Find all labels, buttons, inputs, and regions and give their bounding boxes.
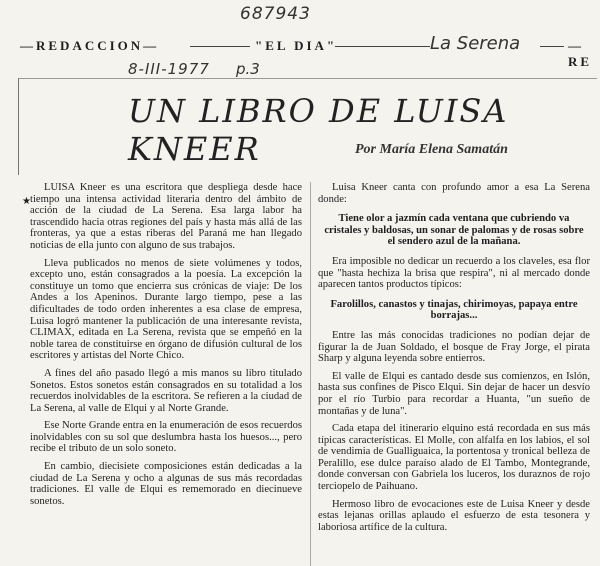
article-column-right [318, 182, 590, 539]
paragraph: Hermoso libro de evocaciones este de Luisa Kneer y desde estas lejanas orillas aplaudo el esfuerzo de esta tesonera y laboriosa artífice de la cultura. [318, 498, 590, 533]
column-divider [310, 182, 311, 566]
newspaper-name-handwritten: La Serena [430, 33, 521, 54]
paragraph: Ese Norte Grande entra en la enumeración de esos recuerdos inolvidables con su sol que deslumbra hasta los huesos..., pero recibe el tributo de un solo soneto. [30, 420, 302, 455]
article-title: UN LIBRO DE LUISA KNEER [128, 92, 509, 168]
article-column-left [30, 182, 302, 513]
page-number-handwritten: p.3 [236, 60, 260, 78]
paragraph: LUISA Kneer es una escritora que despliega desde hace tiempo una intensa actividad literaria dentro del ámbito de acción de la ciudad de La Serena. Esa larga labor ha trascendido hacia otras regiones del país y hasta más allá de las fronteras, ya que a estas riberas del Paraná me han llegado noticias de ella junto con alguno de sus trabajos. [30, 182, 302, 251]
paragraph: Luisa Kneer canta con profundo amor a esa La Serena donde: [318, 182, 590, 205]
poem-quote: Tiene olor a jazmín cada ventana que cubriendo va cristales y baldosas, un sonar de palomas y de rosas sobre el sendero azul de la mañana. [324, 213, 584, 248]
masthead-rule [335, 46, 430, 47]
date-handwritten: 8-III-1977 [128, 60, 210, 78]
paragraph: Entre las más conocidas tradiciones no podían dejar de figurar la de Juan Soldado, el bosque de Fray Jorge, el pirata Sharp y alguna leyenda sobre entierros. [318, 329, 590, 365]
paragraph: En cambio, diecisiete composiciones están dedicadas a la ciudad de La Serena y ocho a algunas de sus más recordadas tradiciones. El valle de Elqui es rememorado en diecinueve sonetos. [30, 461, 302, 507]
paragraph: Cada etapa del itinerario elquino está recordada en sus más típicas características. El Molle, con alfalfa en los labios, el sol de vendimia de Gualliguaica, la portentosa y tronical belleza de Peralillo, ese dulce paraíso alado de El Tambo, Montegrande, donde conversan con Gabriela los luceros, los duraznos de rojo terciopelo de Paihuano. [318, 423, 590, 493]
masthead-section: —REDACCION— [20, 38, 160, 53]
masthead-newspaper: "EL DIA" [255, 38, 338, 53]
paragraph: Lleva publicados no menos de siete volúmenes y todos, excepto uno, están consagrados a la poesía. La excepción la constituye un tomo que encierra sus crónicas de viaje: De los Andes a los Apeninos. Durante largo tiempo, pese a las dificultades de todo orden inherentes a esa clase de empresa, Luisa logró mantener la publicación de una interesante revista, CLIMAX, editada en La Serena, revista que se empeñó en la noble tarea de constituirse en órgano de difusión cultural de los escritores y artistas del Norte Chico. [30, 257, 302, 362]
article-byline: Por María Elena Samatán [355, 142, 508, 157]
star-ornament-icon: ★ [22, 196, 31, 207]
masthead-rule [190, 46, 250, 47]
masthead-rule [540, 46, 564, 47]
paragraph: El valle de Elqui es cantado desde sus comienzos, en Islón, hasta sus confines de Pisco Elqui. Sin dejar de hacer un desvío por el río Turbio para recordar a Huanta, "un sueño de montañas y de luna". [318, 370, 590, 417]
archive-number-handwritten: 687943 [240, 4, 311, 24]
masthead-section-repeat: —RE [568, 38, 593, 69]
paragraph: A fines del año pasado llegó a mis manos su libro titulado Sonetos. Estos sonetos están consagrados en su totalidad a los recuerdos inolvidables de la escritora. Se refieren a la ciudad de La Serena, al valle de Elqui y al Norte Grande. [30, 367, 302, 414]
paragraph: Era imposible no dedicar un recuerdo a los claveles, esa flor que "hasta hechiza la brisa que respira", ni al mercado donde aparecen tantos productos típicos: [318, 255, 590, 291]
poem-quote: Farolillos, canastos y tinajas, chirimoyas, papaya entre borrajas... [330, 298, 578, 322]
